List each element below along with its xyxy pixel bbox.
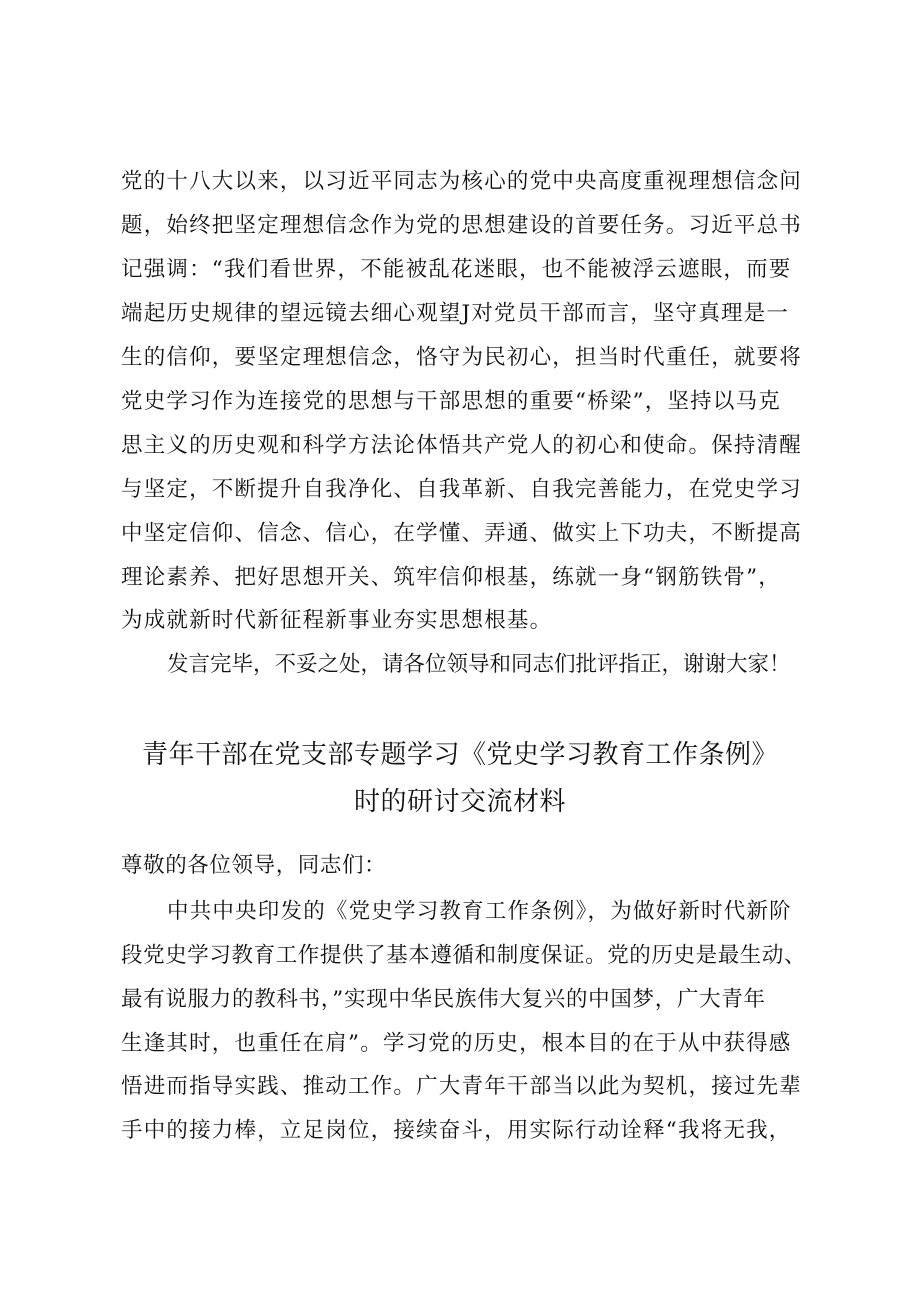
paragraph-line: 段党史学习教育工作提供了基本遵循和制度保证。党的历史是最生动、 [121,943,807,968]
paragraph-line: 生的信仰，要坚定理想信念，恪守为民初心，担当时代重任，就要将 [121,345,803,370]
paragraph-line: 题，始终把坚定理想信念作为党的思想建设的首要任务。习近平总书 [121,213,803,238]
paragraph-line: 中共中央印发的《党史学习教育工作条例》，为做好新时代新阶 [167,899,792,924]
paragraph-line: 中坚定信仰、信念、信心，在学懂、弄通、做实上下功夫，不断提高 [121,521,803,546]
paragraph-line: 生逢其时，也重任在肩”。学习党的历史，根本目的在于从中获得感 [121,1031,792,1056]
section-title-line-1: 青年干部在党支部专题学习《党史学习教育工作条例》 [141,740,778,770]
paragraph-line: 党史学习作为连接党的思想与干部思想的重要“桥梁”，坚持以马克 [121,389,781,414]
paragraph-line: 端起历史规律的望远镜去细心观望J对党员干部而言，坚守真理是一 [121,301,790,326]
section-title-line-2: 时的研讨交流材料 [353,787,566,817]
salutation: 尊敬的各位领导，同志们： [121,853,387,878]
closing-remark: 发言完毕，不妥之处，请各位领导和同志们批评指正，谢谢大家！ [167,652,791,677]
paragraph-line: 悟进而指导实践、推动工作。广大青年干部当以此为契机，接过先辈 [121,1074,803,1099]
paragraph-line: 最有说服力的教科书，”实现中华民族伟大复兴的中国梦，广大青年 [121,987,766,1012]
paragraph-line: 思主义的历史观和科学方法论体悟共产党人的初心和使命。保持清醒 [121,433,803,458]
paragraph-line: 手中的接力棒，立足岗位，接续奋斗，用实际行动诠释“我将无我， [121,1118,792,1143]
paragraph-line: 记强调：“我们看世界，不能被乱花迷眼，也不能被浮云遮眼，而要 [121,257,792,282]
paragraph-line: 为成就新时代新征程新事业夯实思想根基。 [121,608,553,633]
paragraph-line: 理论素养、把好思想开关、筑牢信仰根基，练就一身“钢筋铁骨”， [121,565,781,590]
paragraph-line: 党的十八大以来，以习近平同志为核心的党中央高度重视理想信念问 [121,169,803,194]
paragraph-line: 与坚定，不断提升自我净化、自我革新、自我完善能力，在党史学习 [121,477,803,502]
